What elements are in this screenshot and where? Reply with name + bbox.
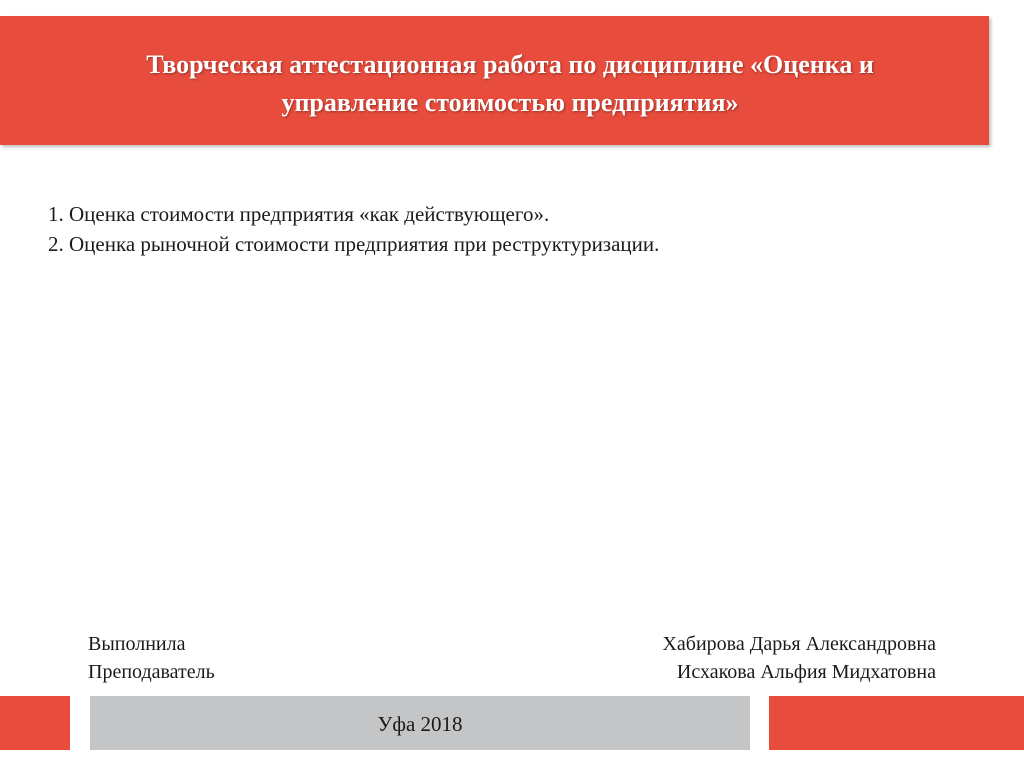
- title-band: [0, 16, 989, 145]
- role-author: Выполнила: [88, 633, 186, 655]
- credits-roles: [88, 630, 215, 686]
- footer-bar: [90, 696, 750, 750]
- content-item-1: 1. Оценка стоимости предприятия «как действующего».: [48, 202, 550, 226]
- role-teacher: Преподаватель: [88, 661, 215, 683]
- credits-names: [662, 630, 936, 686]
- content-item-2: 2. Оценка рыночной стоимости предприятия при реструктуризации.: [48, 232, 660, 256]
- slide-title: [70, 46, 950, 122]
- content-list: [48, 199, 948, 259]
- title-line-2: управление стоимостью предприятия»: [281, 88, 739, 117]
- name-teacher: Исхакова Альфия Мидхатовна: [676, 661, 936, 683]
- footer-accent-right: [769, 696, 1024, 750]
- name-author: Хабирова Дарья Александровна: [662, 633, 936, 655]
- footer-accent-left: [0, 696, 70, 750]
- footer-city-year: Уфа 2018: [377, 712, 463, 736]
- title-line-1: Творческая аттестационная работа по дисциплине «Оценка и: [146, 50, 874, 79]
